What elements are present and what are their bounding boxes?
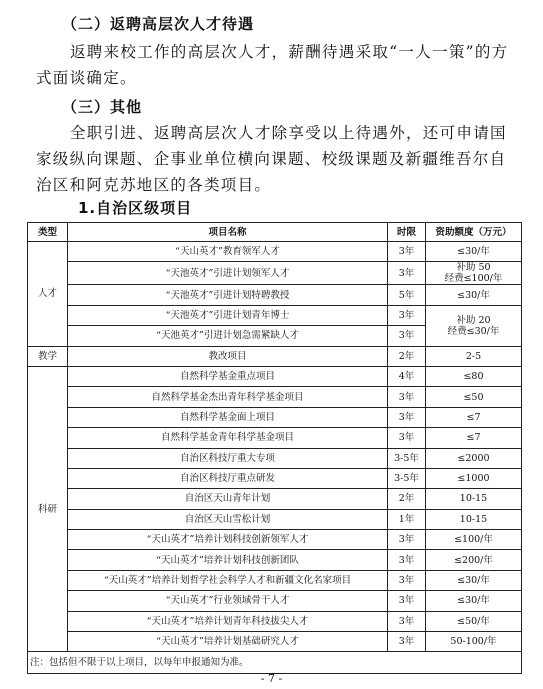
funding-cell: ≤7 <box>426 428 522 448</box>
column-header-funding: 资助额度（万元） <box>426 223 522 242</box>
project-name-cell: “天山英才”培养计划青年科技拔尖人才 <box>68 611 388 631</box>
project-name-cell: “天山英才”培养计划哲学社会科学人才和新疆文化名家项目 <box>68 570 388 590</box>
table-row <box>28 428 522 448</box>
project-name-cell: “天山英才”培养计划科技创新领军人才 <box>68 530 388 550</box>
funding-cell: 补助 50 经费≤100/年 <box>426 262 522 285</box>
project-name-cell: “天池英才”引进计划特聘教授 <box>68 285 388 305</box>
table-row <box>28 530 522 550</box>
table-row <box>28 591 522 611</box>
duration-cell: 2年 <box>388 346 426 366</box>
table-header-row <box>28 223 522 242</box>
project-name-cell: 自然科学基金杰出青年科学基金项目 <box>68 387 388 407</box>
project-name-cell: “天山英才”培养计划科技创新团队 <box>68 550 388 570</box>
funding-cell: ≤80 <box>426 366 522 386</box>
funding-cell: ≤30/年 <box>426 570 522 590</box>
funding-cell: ≤30/年 <box>426 285 522 305</box>
table-row <box>28 550 522 570</box>
table-body <box>28 242 522 674</box>
duration-cell: 3年 <box>388 530 426 550</box>
table-row <box>28 407 522 427</box>
funding-cell: ≤50/年 <box>426 611 522 631</box>
duration-cell: 3年 <box>388 262 426 285</box>
duration-cell: 5年 <box>388 285 426 305</box>
duration-cell: 3年 <box>388 242 426 262</box>
paragraph-returning-talent: 返聘来校工作的高层次人才，薪酬待遇采取“一人一策”的方式面谈确定。 <box>36 43 509 87</box>
project-name-cell: 自然科学基金重点项目 <box>68 366 388 386</box>
table-row <box>28 509 522 529</box>
table-row <box>28 468 522 488</box>
duration-cell: 3年 <box>388 570 426 590</box>
project-name-cell: 自治区天山雪松计划 <box>68 509 388 529</box>
duration-cell: 3年 <box>388 632 426 652</box>
funding-cell: 10-15 <box>426 509 522 529</box>
project-name-cell: “天山英才”教育领军人才 <box>68 242 388 262</box>
table-row <box>28 285 522 305</box>
project-name-cell: “天池英才”引进计划领军人才 <box>68 262 388 285</box>
paragraph-other: 全职引进、返聘高层次人才除享受以上待遇外，还可申请国家级纵向课题、企事业单位横向课题、校级课题及新疆维吾尔自治区和阿克苏地区的各类项目。 <box>36 124 507 194</box>
duration-cell: 3年 <box>388 326 426 346</box>
funding-cell: ≤30/年 <box>426 242 522 262</box>
project-name-cell: 自然科学基金青年科学基金项目 <box>68 428 388 448</box>
duration-cell: 3年 <box>388 407 426 427</box>
section-heading-other: （三）其他 <box>62 98 143 116</box>
table-row <box>28 570 522 590</box>
page-number: - 7 - <box>260 672 283 685</box>
funding-cell: ≤200/年 <box>426 550 522 570</box>
table-note: 注：包括但不限于以上项目，以每年申报通知为准。 <box>28 652 522 674</box>
table-row <box>28 632 522 652</box>
project-name-cell: “天池英才”引进计划急需紧缺人才 <box>68 326 388 346</box>
duration-cell: 2年 <box>388 489 426 509</box>
table-row <box>28 387 522 407</box>
duration-cell: 3-5年 <box>388 448 426 468</box>
project-name-cell: 自治区天山青年计划 <box>68 489 388 509</box>
project-name-cell: 自然科学基金面上项目 <box>68 407 388 427</box>
duration-cell: 3-5年 <box>388 468 426 488</box>
column-header-project-name: 项目名称 <box>68 223 388 242</box>
funding-cell: ≤50 <box>426 387 522 407</box>
funding-cell: 10-15 <box>426 489 522 509</box>
project-name-cell: 自治区科技厅重点研发 <box>68 468 388 488</box>
duration-cell: 3年 <box>388 591 426 611</box>
project-name-cell: 教改项目 <box>68 346 388 366</box>
column-header-duration: 时限 <box>388 223 426 242</box>
funding-cell: 补助 20 经费≤30/年 <box>426 305 522 346</box>
project-name-cell: “天山英才”培养计划基础研究人才 <box>68 632 388 652</box>
project-table <box>27 222 522 674</box>
funding-cell: 2-5 <box>426 346 522 366</box>
funding-cell: ≤1000 <box>426 468 522 488</box>
duration-cell: 4年 <box>388 366 426 386</box>
table-row <box>28 366 522 386</box>
funding-cell: 50-100/年 <box>426 632 522 652</box>
table-row <box>28 242 522 262</box>
table-row <box>28 611 522 631</box>
table-row <box>28 262 522 285</box>
funding-cell: ≤30/年 <box>426 591 522 611</box>
duration-cell: 3年 <box>388 611 426 631</box>
column-header-type: 类型 <box>28 223 68 242</box>
project-name-cell: “天池英才”引进计划青年博士 <box>68 305 388 325</box>
project-name-cell: 自治区科技厅重大专项 <box>68 448 388 468</box>
funding-cell: ≤7 <box>426 407 522 427</box>
section-heading-returning-talent: （二）返聘高层次人才待遇 <box>62 15 255 33</box>
duration-cell: 1年 <box>388 509 426 529</box>
type-cell-teaching: 教学 <box>28 346 68 366</box>
funding-cell: ≤2000 <box>426 448 522 468</box>
table-row <box>28 346 522 366</box>
funding-cell: ≤100/年 <box>426 530 522 550</box>
duration-cell: 3年 <box>388 428 426 448</box>
project-name-cell: “天山英才”行业领域骨干人才 <box>68 591 388 611</box>
subsection-heading-regional-projects: 1.自治区级项目 <box>78 199 193 217</box>
duration-cell: 3年 <box>388 387 426 407</box>
duration-cell: 3年 <box>388 305 426 325</box>
note-row <box>28 652 522 674</box>
table-row <box>28 489 522 509</box>
table-row <box>28 448 522 468</box>
table-row <box>28 305 522 325</box>
type-cell-research: 科研 <box>28 366 68 651</box>
duration-cell: 3年 <box>388 550 426 570</box>
type-cell-talent: 人才 <box>28 242 68 347</box>
